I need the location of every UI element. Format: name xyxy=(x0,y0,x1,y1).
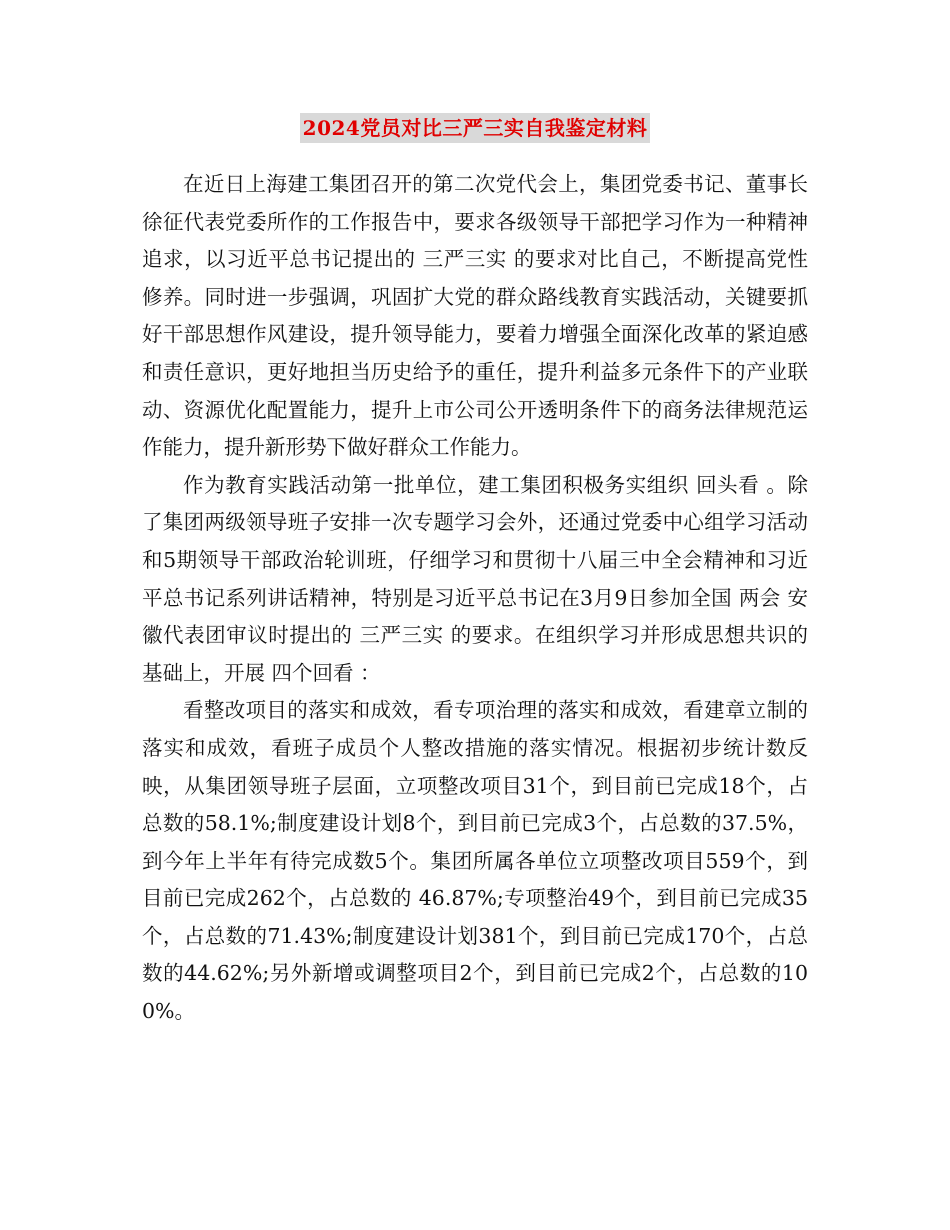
paragraph-1: 在近日上海建工集团召开的第二次党代会上，集团党委书记、董事长徐征代表党委所作的工作报告中，要求各级领导干部把学习作为一种精神追求，以习近平总书记提出的 三严三实 的要求对比自己，不断提高党性修养。同时进一步强调，巩固扩大党的群众路线教育实践活动，关键要抓好干部思想作风建设，提升领导能力，要着力增强全面深化改革的紧迫感和责任意识，更好地担当历史给予的重任，提升利益多元条件下的产业联动、资源优化配置能力，提升上市公司公开透明条件下的商务法律规范运作能力，提升新形势下做好群众工作能力。 xyxy=(142,172,808,460)
document-body xyxy=(142,166,808,1031)
paragraph-3: 看整改项目的落实和成效，看专项治理的落实和成效，看建章立制的落实和成效，看班子成员个人整改措施的落实情况。根据初步统计数反映，从集团领导班子层面，立项整改项目31个，到目前已完成18个，占总数的58.1%;制度建设计划8个，到目前已完成3个，占总数的37.5%，到今年上半年有待完成数5个。集团所属各单位立项整改项目559个，到目前已完成262个，占总数的 46.87%;专项整治49个，到目前已完成35个，占总数的71.43%;制度建设计划381个，到目前已完成170个，占总数的44.62%;另外新增或调整项目2个，到目前已完成2个，占总数的100%。 xyxy=(142,698,808,1024)
title-container xyxy=(0,113,950,143)
paragraph-2: 作为教育实践活动第一批单位，建工集团积极务实组织 回头看 。除了集团两级领导班子安排一次专题学习会外，还通过党委中心组学习活动和5期领导干部政治轮训班，仔细学习和贯彻十八届三中全会精神和习近平总书记系列讲话精神，特别是习近平总书记在3月9日参加全国 两会 安徽代表团审议时提出的 三严三实 的要求。在组织学习并形成思想共识的基础上，开展 四个回看 ： xyxy=(142,472,808,685)
document-title: 2024党员对比三严三实自我鉴定材料 xyxy=(300,113,651,143)
